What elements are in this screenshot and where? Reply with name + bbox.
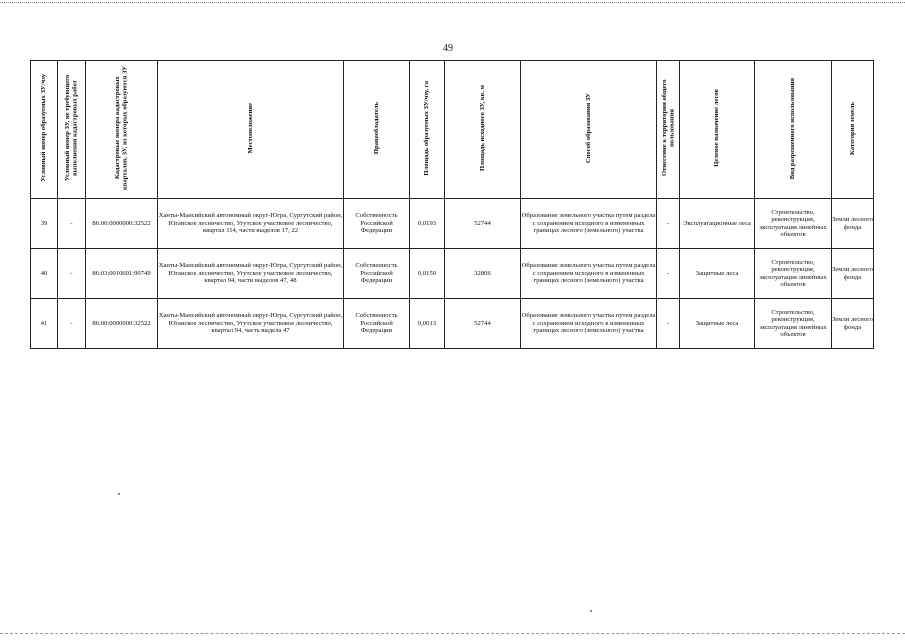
scan-edge-top: [0, 2, 905, 3]
header-permitted-use: Вид разрешенного использования: [755, 61, 832, 199]
cell-forest-purpose: Защитные леса: [680, 299, 755, 349]
land-plots-table: [30, 60, 874, 349]
table-row: [31, 249, 874, 299]
cell-no-work-number: -: [58, 299, 86, 349]
cell-common-use: -: [657, 199, 680, 249]
table-row: [31, 299, 874, 349]
header-forest-purpose: Целевое назначение лесов: [680, 61, 755, 199]
cell-method: Образование земельного участка путем раздела с сохранением исходного в измененных границах лесного (земельного) участка: [521, 199, 657, 249]
header-land-category: Категория земель: [832, 61, 874, 199]
cell-area-ha: 0,0013: [410, 299, 445, 349]
header-cadastral-numbers: Кадастровые номера кадастровых кварталов, ЗУ, из которых образуются ЗУ: [86, 61, 158, 199]
cell-land-category: Земли лесного фонда: [832, 249, 874, 299]
cell-owner: Собственность Российской Федерации: [344, 199, 410, 249]
cell-location: Ханты-Мансийский автономный округ-Югра, Сургутский район, Юганское лесничество, Угутское участковое лесничество, квартал 114, части выделов 17, 22: [158, 199, 344, 249]
cell-location: Ханты-Мансийский автономный округ-Югра, Сургутский район, Юганское лесничество, Угутское участковое лесничество, квартал 94, части выделов 47, 48: [158, 249, 344, 299]
cell-land-category: Земли лесного фонда: [832, 199, 874, 249]
header-location: Местоположение: [158, 61, 344, 199]
cell-area-ha: 0,0193: [410, 199, 445, 249]
cell-permitted-use: Строительство, реконструкция, эксплуатация линейных объектов: [755, 299, 832, 349]
header-plot-number: Условный номер образуемых ЗУ/чзу: [31, 61, 58, 199]
cell-forest-purpose: Защитные леса: [680, 249, 755, 299]
scan-edge-bottom: [0, 633, 905, 634]
cell-no-work-number: -: [58, 249, 86, 299]
cell-cadastral-number: 86:03:0010601:90749: [86, 249, 158, 299]
cell-method: Образование земельного участка путем раздела с сохранением исходного в измененных границах лесного (земельного) участка: [521, 299, 657, 349]
header-no-work-number: Условный номер ЗУ, не требующего выполнения кадастровых работ: [58, 61, 86, 199]
header-common-use: Отнесение к территории общего пользования: [657, 61, 680, 199]
header-method: Способ образования ЗУ: [521, 61, 657, 199]
cell-location: Ханты-Мансийский автономный округ-Югра, Сургутский район, Юганское лесничество, Угутское участковое лесничество, квартал 94, часть выдела 47: [158, 299, 344, 349]
cell-method: Образование земельного участка путем раздела с сохранением исходного в измененных границах лесного (земельного) участка: [521, 249, 657, 299]
cell-no-work-number: -: [58, 199, 86, 249]
cell-permitted-use: Строительство, реконструкция, эксплуатация линейных объектов: [755, 249, 832, 299]
header-area-ha: Площадь образуемых ЗУ/чзу, га: [410, 61, 445, 199]
cell-plot-number: 41: [31, 299, 58, 349]
scan-speck: [118, 493, 120, 495]
cell-owner: Собственность Российской Федерации: [344, 299, 410, 349]
page-number: 49: [443, 43, 453, 54]
scan-speck: [590, 610, 592, 612]
header-source-area: Площадь исходного ЗУ, кв. м: [445, 61, 521, 199]
cell-cadastral-number: 86:00:0000000:32522: [86, 199, 158, 249]
cell-common-use: -: [657, 299, 680, 349]
table-header-row: [31, 61, 874, 199]
cell-permitted-use: Строительство, реконструкция, эксплуатация линейных объектов: [755, 199, 832, 249]
cell-source-area: 52744: [445, 299, 521, 349]
cell-plot-number: 40: [31, 249, 58, 299]
cell-land-category: Земли лесного фонда: [832, 299, 874, 349]
cell-source-area: 52744: [445, 199, 521, 249]
cell-plot-number: 39: [31, 199, 58, 249]
cell-cadastral-number: 86:00:0000000:32522: [86, 299, 158, 349]
header-owner: Правообладатель: [344, 61, 410, 199]
cell-forest-purpose: Эксплуатационные леса: [680, 199, 755, 249]
table-row: [31, 199, 874, 249]
cell-source-area: 32806: [445, 249, 521, 299]
cell-owner: Собственность Российской Федерации: [344, 249, 410, 299]
cell-common-use: -: [657, 249, 680, 299]
cell-area-ha: 0,0150: [410, 249, 445, 299]
